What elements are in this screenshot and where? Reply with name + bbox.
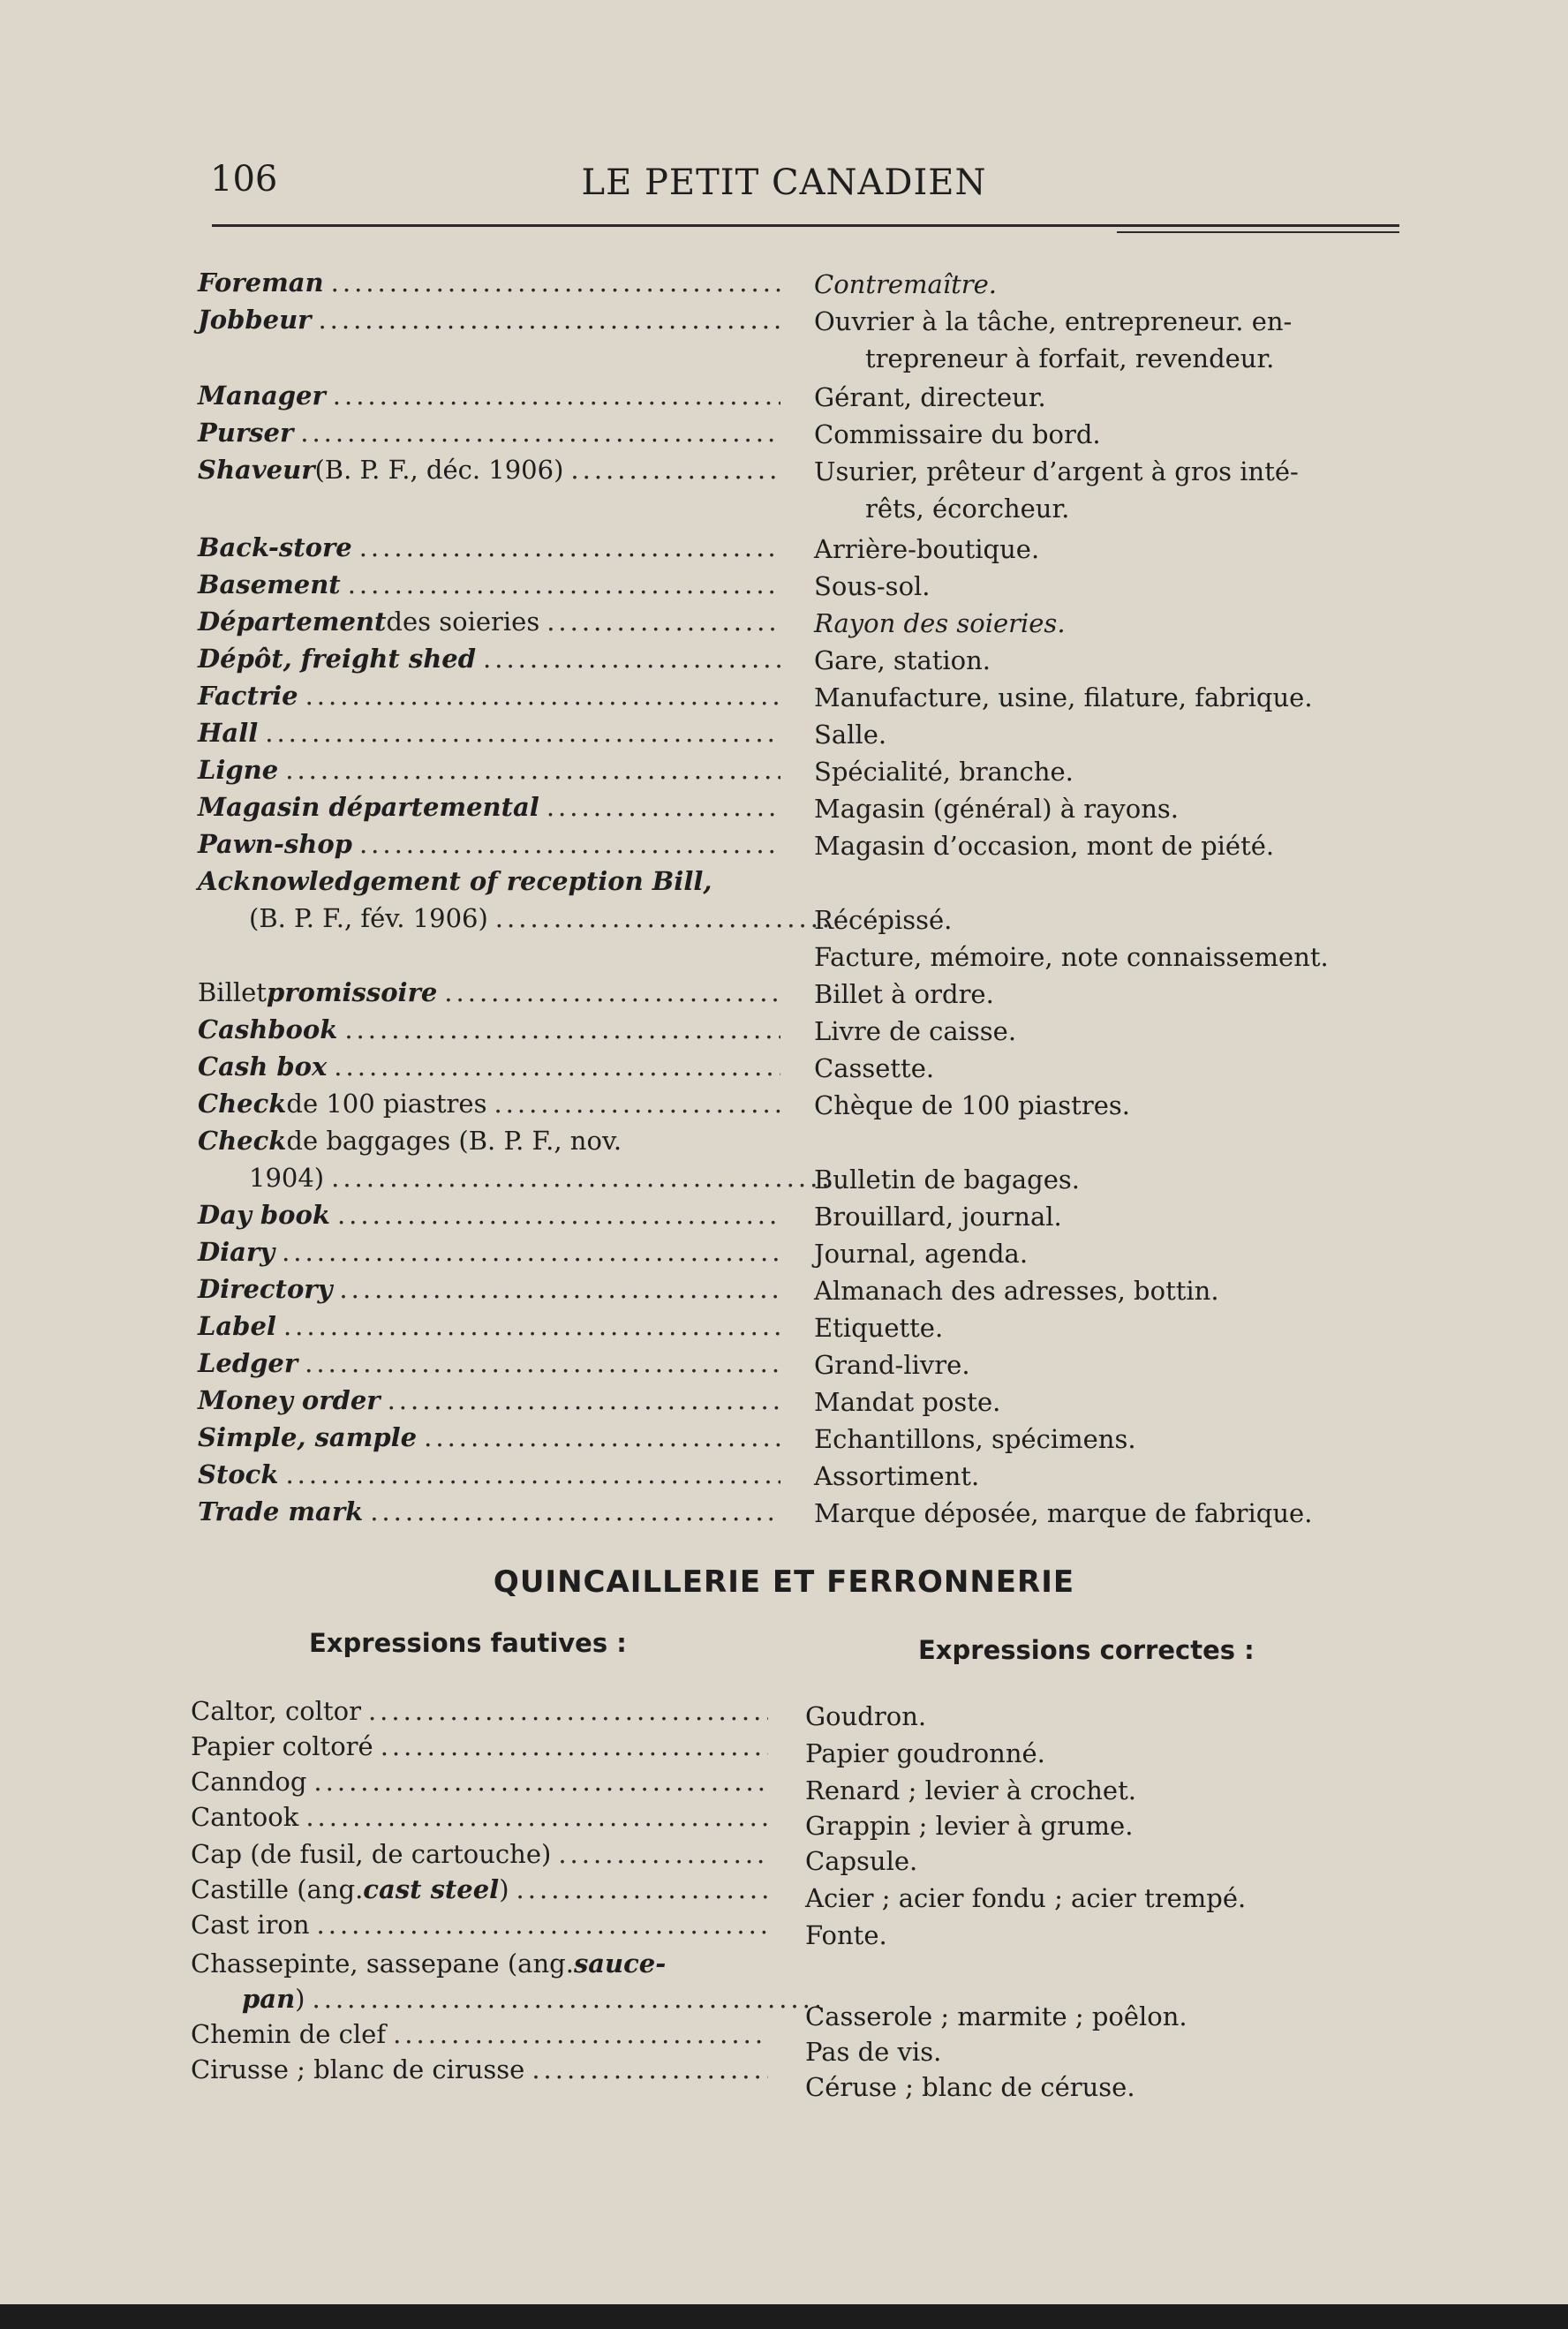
leader-dots [334, 1049, 780, 1085]
leader-dots [424, 1420, 780, 1456]
glossary-row [198, 1308, 780, 1345]
leader-dots [381, 1729, 768, 1765]
term: Acknowledgement of reception Bill, [198, 866, 712, 896]
glossary-row [198, 1420, 780, 1456]
leader-dots [393, 2016, 768, 2053]
translation: Céruse ; blanc de céruse. [805, 2072, 1135, 2102]
term: Stock [198, 1459, 279, 1489]
glossary-row [198, 1086, 780, 1122]
glossary-row [198, 1234, 780, 1270]
leader-dots [333, 378, 780, 414]
glossary-row [198, 302, 780, 338]
term: Billet [198, 977, 267, 1007]
page-number: 106 [210, 159, 278, 200]
translation: Assortiment. [814, 1461, 980, 1491]
translation: Arrière-boutique. [814, 534, 1040, 564]
leader-dots [285, 752, 780, 788]
term: Money order [198, 1385, 381, 1415]
translation: Salle. [814, 720, 887, 750]
term: Canndog [191, 1767, 307, 1797]
glossary-row [191, 1907, 768, 1943]
leader-dots [547, 604, 780, 640]
glossary-row [198, 1345, 780, 1382]
glossary-row [198, 1197, 780, 1233]
glossary-row [191, 1872, 768, 1908]
term-continued: 1904) [249, 1163, 325, 1193]
leader-dots [494, 1086, 780, 1122]
translation: Récépissé. [814, 905, 953, 935]
leader-dots [359, 530, 780, 566]
translation: Acier ; acier fondu ; acier trempé. [805, 1883, 1247, 1913]
term-extra: promissoire [266, 977, 438, 1007]
translation: Journal, agenda. [814, 1239, 1029, 1269]
leader-dots [344, 1012, 780, 1048]
translation: Contremaître. [814, 269, 997, 299]
translation: Echantillons, spécimens. [814, 1424, 1136, 1454]
glossary-row [198, 715, 780, 751]
translation-continued: rêts, écorcheur. [865, 494, 1070, 524]
leader-dots [313, 1764, 768, 1800]
term: Basement [198, 569, 341, 599]
leader-dots [483, 641, 780, 677]
glossary-row [198, 1383, 780, 1419]
translation: Facture, mémoire, note connaissement. [814, 942, 1329, 972]
glossary-row [198, 641, 780, 677]
translation: Magasin d’occasion, mont de piété. [814, 831, 1275, 861]
term-continued: pan [242, 1984, 296, 2014]
translation: Commissaire du bord. [814, 419, 1101, 449]
glossary-row [191, 2052, 768, 2088]
leader-dots [317, 1907, 768, 1943]
glossary-row [198, 415, 780, 451]
leader-dots [265, 715, 780, 751]
term: Shaveur [198, 455, 315, 485]
leader-dots [312, 1981, 819, 2017]
translation: Fonte. [805, 1920, 887, 1950]
term: Trade mark [198, 1496, 364, 1526]
glossary-row [198, 826, 780, 863]
term-extra: de 100 piastres [286, 1089, 487, 1119]
translation-continued: trepreneur à forfait, revendeur. [865, 343, 1275, 373]
term: Manager [198, 381, 326, 411]
term: Jobbeur [198, 305, 312, 335]
term: Ligne [198, 755, 279, 785]
term: Castille (ang. [191, 1874, 364, 1904]
glossary-row [198, 789, 780, 825]
term: Simple, sample [198, 1422, 418, 1452]
term-tail: ) [499, 1874, 509, 1904]
header-rule [212, 224, 1399, 227]
glossary-row [191, 1799, 768, 1835]
translation: Etiquette. [814, 1313, 944, 1343]
term: Factrie [198, 681, 298, 711]
term: Ledger [198, 1348, 298, 1378]
page-title: LE PETIT CANADIEN [581, 162, 987, 203]
glossary-row [191, 2016, 768, 2053]
leader-dots [388, 1383, 780, 1419]
leader-dots [331, 1160, 832, 1196]
glossary-row [198, 265, 780, 301]
translation: Grappin ; levier à grume. [805, 1811, 1134, 1841]
glossary-row [198, 1494, 780, 1530]
term: Day book [198, 1200, 330, 1230]
glossary-row-continued [191, 1981, 819, 2017]
term: Label [198, 1311, 276, 1341]
term-extra: (B. P. F., déc. 1906) [314, 455, 564, 485]
leader-dots [570, 452, 780, 488]
term: Hall [198, 718, 259, 748]
term-italic-part: sauce- [573, 1948, 667, 1979]
glossary-row [198, 604, 780, 640]
translation: Capsule. [805, 1846, 918, 1876]
leader-dots [331, 265, 780, 301]
translation: Marque déposée, marque de fabrique. [814, 1498, 1313, 1528]
glossary-row [198, 975, 780, 1011]
term: Foreman [198, 268, 324, 298]
translation: Rayon des soieries. [814, 608, 1066, 638]
glossary-row [191, 1836, 768, 1873]
translation: Billet à ordre. [814, 979, 994, 1009]
leader-dots [305, 678, 780, 714]
leader-dots [368, 1693, 768, 1730]
term-extra: des soieries [386, 607, 540, 637]
right-column-subheading: Expressions correctes : [918, 1635, 1255, 1665]
glossary-row [198, 1049, 780, 1085]
glossary-row [198, 378, 780, 414]
term: Papier coltoré [191, 1731, 373, 1761]
translation: Gérant, directeur. [814, 382, 1046, 412]
glossary-row [198, 1012, 780, 1048]
glossary-row [198, 752, 780, 788]
leader-dots [359, 826, 780, 863]
term-extra: de baggages (B. P. F., nov. [286, 1126, 622, 1156]
leader-dots [283, 1308, 780, 1345]
translation: Usurier, prêteur d’argent à gros inté- [814, 456, 1299, 486]
term: Cirusse ; blanc de cirusse [191, 2054, 525, 2084]
leader-dots [300, 415, 780, 451]
term: Dépôt, freight shed [198, 644, 477, 674]
left-column-subheading: Expressions fautives : [309, 1628, 627, 1658]
translation: Pas de vis. [805, 2037, 942, 2067]
leader-dots [318, 302, 780, 338]
term: Diary [198, 1237, 275, 1267]
term-tail: ) [295, 1984, 305, 2014]
term: Cantook [191, 1802, 299, 1832]
glossary-row-continued [198, 1160, 832, 1196]
term: Back-store [198, 532, 352, 562]
leader-dots [337, 1197, 780, 1233]
term: Chemin de clef [191, 2019, 387, 2049]
glossary-row [198, 863, 780, 900]
term: Pawn-shop [198, 829, 352, 859]
term: Purser [198, 418, 294, 448]
term: Check [198, 1126, 287, 1156]
translation: Manufacture, usine, filature, fabrique. [814, 682, 1313, 712]
glossary-row [198, 567, 780, 603]
glossary-row [198, 678, 780, 714]
translation: Brouillard, journal. [814, 1202, 1062, 1232]
glossary-row [198, 452, 780, 488]
term-continued: (B. P. F., fév. 1906) [249, 903, 488, 933]
translation: Mandat poste. [814, 1387, 1001, 1417]
leader-dots [495, 901, 832, 937]
term: Directory [198, 1274, 333, 1304]
glossary-row [198, 1457, 780, 1493]
term: Cashbook [198, 1014, 338, 1044]
term: Cap (de fusil, de cartouche) [191, 1839, 552, 1869]
translation: Magasin (général) à rayons. [814, 794, 1180, 824]
leader-dots [516, 1872, 768, 1908]
translation: Spécialité, branche. [814, 757, 1074, 787]
translation: Almanach des adresses, bottin. [814, 1276, 1219, 1306]
glossary-row [191, 1693, 768, 1730]
translation: Livre de caisse. [814, 1016, 1017, 1046]
glossary-row-continued [198, 901, 832, 937]
scan-bottom-edge [0, 2304, 1568, 2329]
term: Cash box [198, 1051, 328, 1082]
translation: Grand-livre. [814, 1350, 970, 1380]
leader-dots [339, 1271, 780, 1308]
leader-dots [285, 1457, 780, 1493]
translation: Goudron. [805, 1701, 927, 1731]
header-rule-secondary [1117, 231, 1399, 233]
translation: Bulletin de bagages. [814, 1164, 1081, 1195]
leader-dots [531, 2052, 768, 2088]
translation: Papier goudronné. [805, 1738, 1045, 1768]
glossary-row [191, 1764, 768, 1800]
translation: Renard ; levier à crochet. [805, 1775, 1136, 1805]
leader-dots [282, 1234, 780, 1270]
translation: Chèque de 100 piastres. [814, 1090, 1130, 1120]
leader-dots [348, 567, 780, 603]
glossary-row [191, 1946, 768, 1982]
term: Magasin départemental [198, 792, 539, 822]
translation: Sous-sol. [814, 571, 931, 601]
translation: Gare, station. [814, 645, 991, 675]
term: Cast iron [191, 1910, 310, 1940]
glossary-row [191, 1729, 768, 1765]
translation: Casserole ; marmite ; poêlon. [805, 2001, 1187, 2031]
glossary-row [198, 530, 780, 566]
leader-dots [547, 789, 780, 825]
leader-dots [558, 1836, 768, 1873]
glossary-row [198, 1123, 780, 1159]
translation: Ouvrier à la tâche, entrepreneur. en- [814, 306, 1293, 336]
section-heading: QUINCAILLERIE ET FERRONNERIE [493, 1564, 1075, 1600]
leader-dots [444, 975, 780, 1011]
leader-dots [305, 1799, 768, 1835]
term-italic-part: cast steel [363, 1874, 500, 1904]
leader-dots [305, 1345, 780, 1382]
term: Check [198, 1089, 287, 1119]
glossary-row [198, 1271, 780, 1308]
translation: Cassette. [814, 1053, 935, 1083]
term: Chassepinte, sassepane (ang. [191, 1948, 574, 1979]
leader-dots [370, 1494, 780, 1530]
term: Département [198, 607, 387, 637]
term: Caltor, coltor [191, 1696, 361, 1726]
